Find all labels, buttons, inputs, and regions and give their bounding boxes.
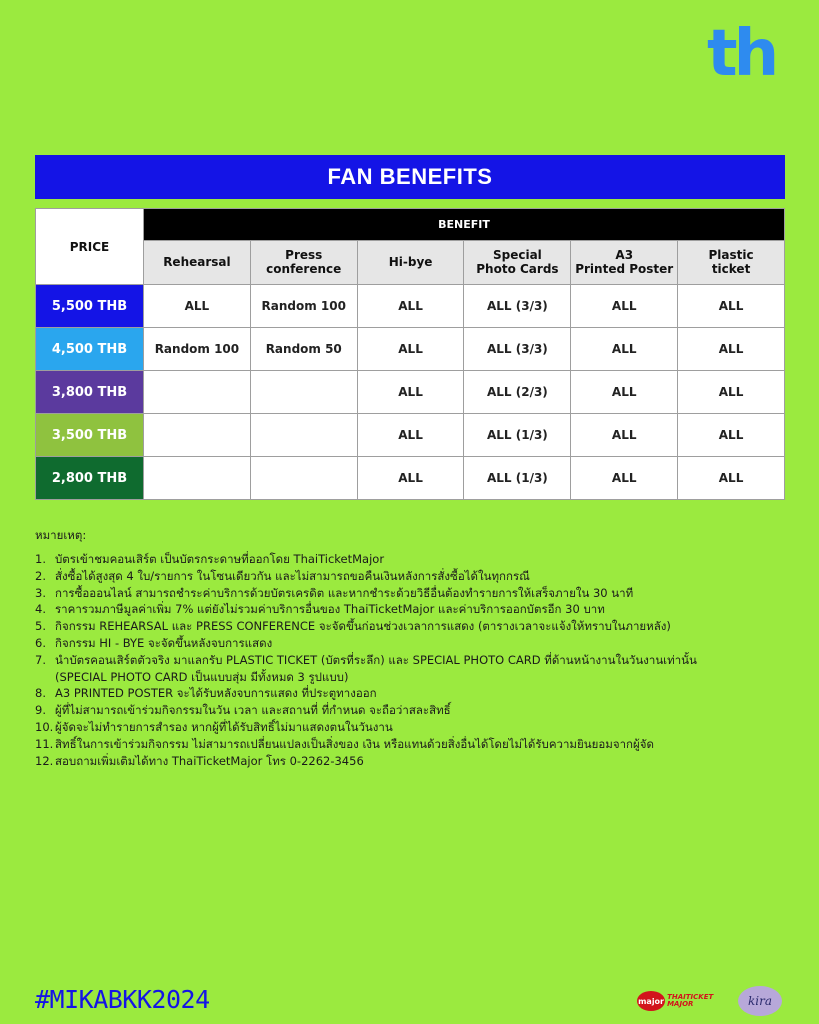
- benefit-cell: ALL: [571, 328, 678, 371]
- note-text: A3 PRINTED POSTER จะได้รับหลังจบการแสดง ที่ประตูทางออก: [55, 686, 377, 701]
- note-number: 5.: [35, 619, 46, 634]
- benefit-cell: ALL: [571, 285, 678, 328]
- benefits-table-body: [36, 285, 785, 500]
- column-header: A3 Printed Poster: [571, 241, 678, 285]
- note-text: กิจกรรม REHEARSAL และ PRESS CONFERENCE จะจัดขึ้นก่อนช่วงเวลาการแสดง (ตารางเวลาจะแจ้งให้ทราบในภายหลัง): [55, 619, 671, 634]
- thaiticketmajor-logo: [637, 990, 729, 1012]
- note-text: สั่งซื้อได้สูงสุด 4 ใบ/รายการ ในโซนเดียวกัน และไม่สามารถขอคืนเงินหลังการสั่งซื้อได้ในทุกกรณี: [55, 568, 530, 583]
- note-text: สิทธิ์ในการเข้าร่วมกิจกรรม ไม่สามารถเปลี่ยนแปลงเป็นสิ่งของ เงิน หรือแทนด้วยสิ่งอื่นได้โดยไม่ได้รับความยินยอมจากผู้จัด: [55, 736, 654, 751]
- note-text: สอบถามเพิ่มเติมได้ทาง ThaiTicketMajor โทร 0-2262-3456: [55, 753, 364, 768]
- note-text: ผู้จัดจะไม่ทำรายการสำรอง หากผู้ที่ได้รับสิทธิ์ไม่มาแสดงตนในวันงาน: [55, 719, 393, 734]
- note-number: 10.: [35, 719, 54, 734]
- price-cell: 2,800 THB: [36, 457, 144, 500]
- benefit-cell: ALL: [357, 414, 464, 457]
- benefit-cell: ALL (3/3): [464, 328, 571, 371]
- benefit-cell: ALL: [571, 371, 678, 414]
- note-text: ราคารวมภาษีมูลค่าเพิ่ม 7% แต่ยังไม่รวมค่าบริการอื่นของ ThaiTicketMajor และค่าบริการออกบัตรอีก 30 บาท: [55, 602, 605, 617]
- note-item: [35, 551, 795, 568]
- benefit-cell: ALL: [678, 371, 785, 414]
- note-number: 9.: [35, 703, 46, 718]
- benefit-cell: ALL: [144, 285, 251, 328]
- ttm-wordmark: THAITICKET MAJOR: [667, 993, 714, 1008]
- note-number: 3.: [35, 585, 46, 600]
- note-number: 1.: [35, 552, 46, 566]
- notes-section: [35, 527, 795, 769]
- benefits-table: [35, 208, 785, 500]
- price-cell: 4,500 THB: [36, 328, 144, 371]
- table-row: [36, 328, 785, 371]
- benefit-cell: [144, 457, 251, 500]
- benefit-cell: [250, 414, 357, 457]
- benefit-cell: ALL: [571, 457, 678, 500]
- benefit-cell: ALL: [678, 328, 785, 371]
- notes-list: [35, 551, 795, 769]
- note-item: [35, 635, 795, 652]
- benefit-cell: [250, 457, 357, 500]
- benefit-cell: [144, 371, 251, 414]
- benefit-cell: [250, 371, 357, 414]
- note-number: 7.: [35, 652, 46, 667]
- benefit-cell: [144, 414, 251, 457]
- note-item: [35, 736, 795, 753]
- note-item: [35, 601, 795, 618]
- benefit-cell: ALL (1/3): [464, 457, 571, 500]
- note-text: นำบัตรคอนเสิร์ตตัวจริง มาแลกรับ PLASTIC TICKET (บัตรที่ระลึก) และ SPECIAL PHOTO CARD ที่ด้านหน้างานในวันงานเท่านั้น (SPECIAL PHOTO CARD เป็นแบบสุ่ม มีทั้งหมด 3 รูปแบบ): [55, 652, 697, 684]
- price-header: PRICE: [36, 209, 144, 285]
- benefit-cell: ALL: [357, 457, 464, 500]
- benefit-cell: Random 100: [144, 328, 251, 371]
- benefit-cell: ALL: [357, 285, 464, 328]
- table-row: [36, 371, 785, 414]
- note-number: 11.: [35, 736, 54, 751]
- note-item: [35, 568, 795, 585]
- table-row: [36, 457, 785, 500]
- hashtag: #MIKABKK2024: [35, 985, 210, 1014]
- banner-title: FAN BENEFITS: [327, 164, 493, 189]
- benefit-cell: ALL: [357, 328, 464, 371]
- benefit-cell: Random 100: [250, 285, 357, 328]
- benefit-header: BENEFIT: [144, 209, 785, 241]
- ttm-badge: major: [637, 991, 665, 1011]
- column-header: Hi-bye: [357, 241, 464, 285]
- benefit-columns-row: [36, 241, 785, 285]
- notes-title: หมายเหตุ:: [35, 528, 87, 542]
- note-text: การซื้อออนไลน์ สามารถชำระค่าบริการด้วยบัตรเครดิต และหากชำระด้วยวิธีอื่นต้องทำรายการให้เสร็จภายใน 30 นาที: [55, 585, 634, 600]
- note-item: [35, 585, 795, 602]
- th-logo: th: [707, 17, 776, 91]
- price-cell: 3,800 THB: [36, 371, 144, 414]
- column-header: Rehearsal: [144, 241, 251, 285]
- kira-logo: [738, 986, 782, 1016]
- note-text: บัตรเข้าชมคอนเสิร์ต เป็นบัตรกระดาษที่ออกโดย ThaiTicketMajor: [55, 552, 385, 566]
- benefit-cell: ALL (3/3): [464, 285, 571, 328]
- column-header: Special Photo Cards: [464, 241, 571, 285]
- note-number: 2.: [35, 568, 46, 583]
- note-text: ผู้ที่ไม่สามารถเข้าร่วมกิจกรรมในวัน เวลา และสถานที่ ที่กำหนด จะถือว่าสละสิทธิ์: [55, 703, 451, 718]
- column-header: Press conference: [250, 241, 357, 285]
- table-row: [36, 414, 785, 457]
- kira-wordmark: kira: [748, 994, 772, 1008]
- note-number: 8.: [35, 686, 46, 701]
- benefit-cell: ALL: [678, 457, 785, 500]
- table-row: [36, 285, 785, 328]
- benefit-cell: Random 50: [250, 328, 357, 371]
- benefit-cell: ALL: [357, 371, 464, 414]
- note-number: 4.: [35, 602, 46, 617]
- note-number: 12.: [35, 753, 54, 768]
- price-cell: 5,500 THB: [36, 285, 144, 328]
- note-text: กิจกรรม HI - BYE จะจัดขึ้นหลังจบการแสดง: [55, 635, 273, 650]
- note-item: [35, 652, 795, 686]
- benefit-cell: ALL (2/3): [464, 371, 571, 414]
- benefit-cell: ALL: [571, 414, 678, 457]
- fan-benefits-banner: [35, 155, 785, 199]
- note-number: 6.: [35, 635, 46, 650]
- note-item: [35, 719, 795, 736]
- column-header: Plastic ticket: [678, 241, 785, 285]
- note-item: [35, 702, 795, 719]
- benefit-cell: ALL (1/3): [464, 414, 571, 457]
- benefit-cell: ALL: [678, 414, 785, 457]
- note-item: [35, 685, 795, 702]
- benefit-cell: ALL: [678, 285, 785, 328]
- price-cell: 3,500 THB: [36, 414, 144, 457]
- note-item: [35, 618, 795, 635]
- note-item: [35, 753, 795, 770]
